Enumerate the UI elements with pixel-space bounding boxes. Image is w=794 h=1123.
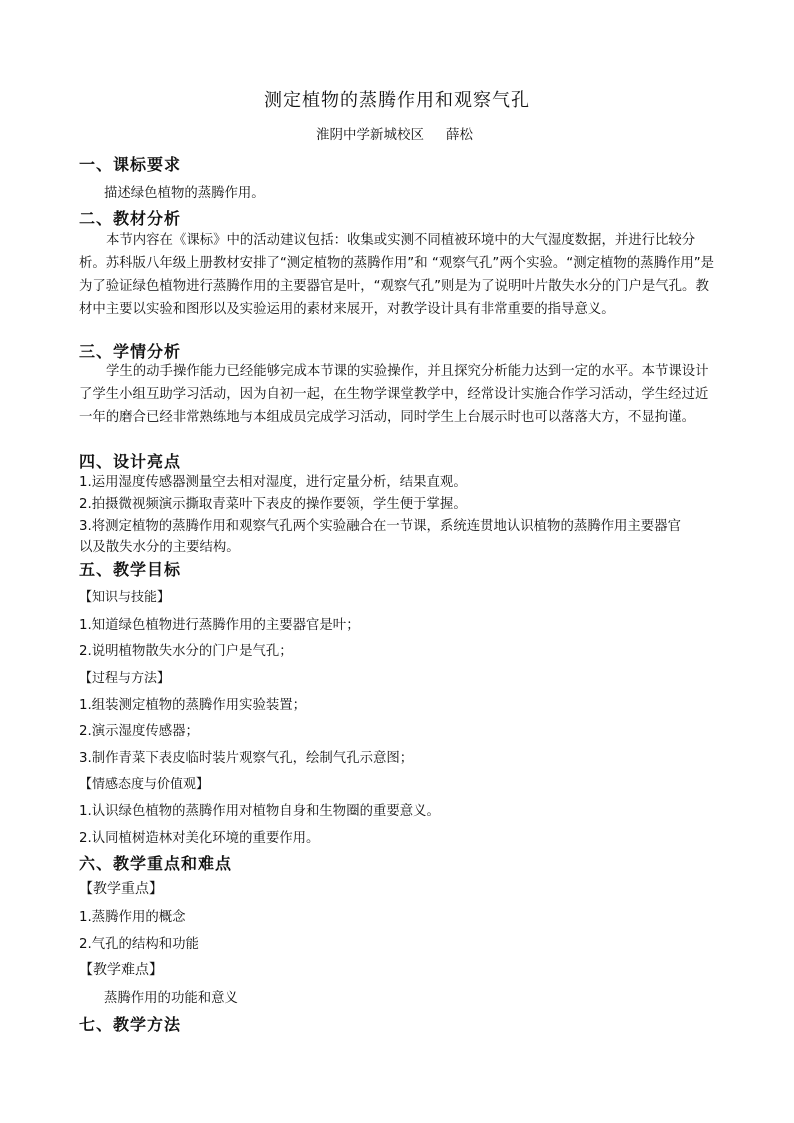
students-paragraph: [79, 360, 715, 429]
section-heading-keypoints: 六、教学重点和难点: [79, 854, 233, 873]
author-name: 薛松: [446, 127, 473, 143]
goals-emotion-tag: 【情感态度与价值观】: [79, 777, 210, 792]
goal-item: 3.制作青菜下表皮临时装片观察气孔，绘制气孔示意图；: [79, 751, 414, 766]
section-heading-highlights: 四、设计亮点: [79, 452, 182, 471]
section-heading-textbook: 二、教材分析: [79, 209, 182, 228]
author-line: [316, 123, 473, 143]
goal-item: 2.认同植树造林对美化环境的重要作用。: [79, 831, 320, 846]
highlight-item: 3.将测定植物的蒸腾作用和观察气孔两个实验融合在一节课，系统连贯地认识植物的蒸腾作用主要器官: [79, 519, 681, 534]
standards-body: 描述绿色植物的蒸腾作用。: [104, 186, 265, 201]
section-heading-students: 三、学情分析: [79, 342, 182, 361]
highlight-item: 1.运用湿度传感器测量空去相对湿度，进行定量分析，结果直观。: [79, 475, 467, 490]
goals-knowledge-tag: 【知识与技能】: [79, 590, 171, 605]
section-heading-goals: 五、教学目标: [79, 560, 182, 579]
author-school: 淮阴中学新城校区: [316, 127, 424, 143]
document-title: 测定植物的蒸腾作用和观察气孔: [264, 90, 530, 111]
keypoint-item: 1.蒸腾作用的概念: [79, 910, 186, 925]
goal-item: 2.说明植物散失水分的门户是气孔；: [79, 644, 293, 659]
goals-process-tag: 【过程与方法】: [79, 671, 171, 686]
goal-item: 1.知道绿色植物进行蒸腾作用的主要器官是叶；: [79, 618, 360, 633]
section-heading-methods: 七、教学方法: [79, 1015, 182, 1034]
keypoint-item: 2.气孔的结构和功能: [79, 937, 199, 952]
goal-item: 1.组装测定植物的蒸腾作用实验装置；: [79, 698, 307, 713]
textbook-paragraph: [79, 229, 715, 321]
section-heading-standards: 一、课标要求: [79, 155, 182, 174]
goal-item: 2.演示湿度传感器；: [79, 724, 199, 739]
goal-item: 1.认识绿色植物的蒸腾作用对植物自身和生物圈的重要意义。: [79, 804, 440, 819]
highlight-item: 以及散失水分的主要结构。: [79, 540, 240, 555]
highlight-item: 2.拍摄微视频演示撕取青菜叶下表皮的操作要领，学生便于掌握。: [79, 497, 467, 512]
keypoints-tag: 【教学重点】: [79, 881, 163, 897]
difficulty-tag: 【教学难点】: [79, 962, 163, 978]
difficulty-body: 蒸腾作用的功能和意义: [104, 991, 238, 1006]
students-text: 学生的动手操作能力已经能够完成本节课的实验操作，并且探究分析能力达到一定的水平。本节课设计了学生小组互助学习活动，因为自初一起，在生物学课堂教学中，经常设计实施合作学习活动，学生经过近一年的磨合已经非常熟练地与本组成员完成学习活动，同时学生上台展示时也可以落落大方，不显拘谨。: [79, 364, 709, 425]
textbook-text: 本节内容在《课标》中的活动建议包括：收集或实测不同植被环境中的大气湿度数据，并进行比较分析。苏科版八年级上册教材安排了“测定植物的蒸腾作用”和 “观察气孔”两个实验。“测定植物的蒸腾作用”是为了验证绿色植物进行蒸腾作用的主要器官是叶，“观察气孔”则是为了说明叶片散失水分的门户是气孔。教材中主要以实验和图形以及实验运用的素材来展开，对教学设计具有非常重要的指导意义。: [79, 233, 715, 317]
